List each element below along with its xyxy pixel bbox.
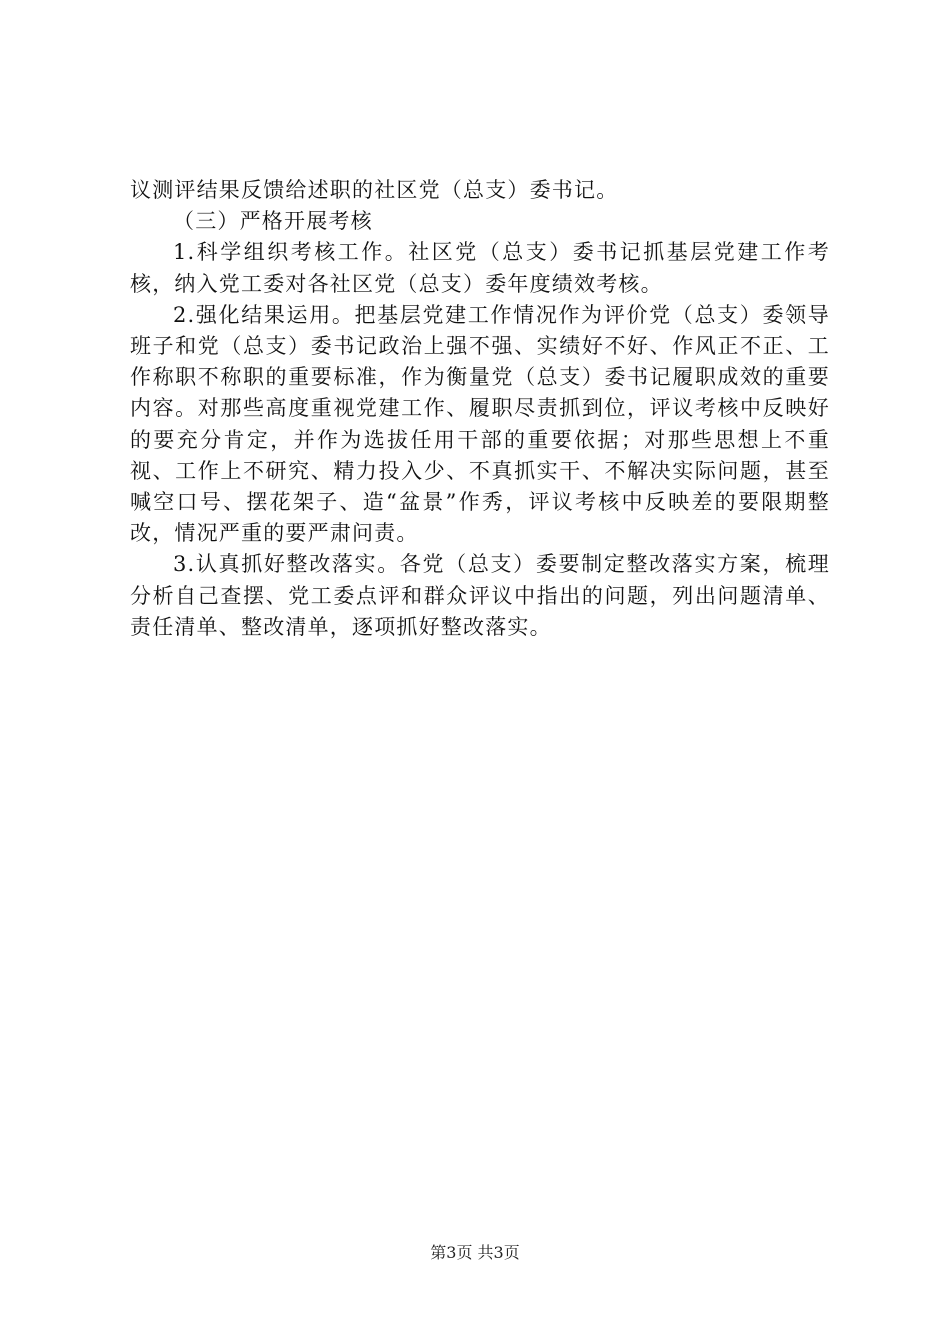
document-body <box>130 175 830 643</box>
paragraph-item-3: 3.认真抓好整改落实。各党（总支）委要制定整改落实方案，梳理分析自己查摆、党工委点评和群众评议中指出的问题，列出问题清单、责任清单、整改清单，逐项抓好整改落实。 <box>130 552 830 639</box>
paragraph-continuation: 议测评结果反馈给述职的社区党（总支）委书记。 <box>130 178 619 202</box>
paragraph-item-2: 2.强化结果运用。把基层党建工作情况作为评价党（总支）委领导班子和党（总支）委书记政治上强不强、实绩好不好、作风正不正、工作称职不称职的重要标准，作为衡量党（总支）委书记履职成效的重要内容。对那些高度重视党建工作、履职尽责抓到位，评议考核中反映好的要充分肯定，并作为选拔任用干部的重要依据；对那些思想上不重视、工作上不研究、精力投入少、不真抓实干、不解决实际问题，甚至喊空口号、摆花架子、造“盆景”作秀，评议考核中反映差的要限期整改，情况严重的要严肃问责。 <box>130 302 830 546</box>
section-heading: （三）严格开展考核 <box>173 209 373 234</box>
paragraph-item-1: 1.科学组织考核工作。社区党（总支）委书记抓基层党建工作考核，纳入党工委对各社区党（总支）委年度绩效考核。 <box>130 240 830 296</box>
page-number-footer: 第3页 共3页 <box>430 1243 520 1262</box>
